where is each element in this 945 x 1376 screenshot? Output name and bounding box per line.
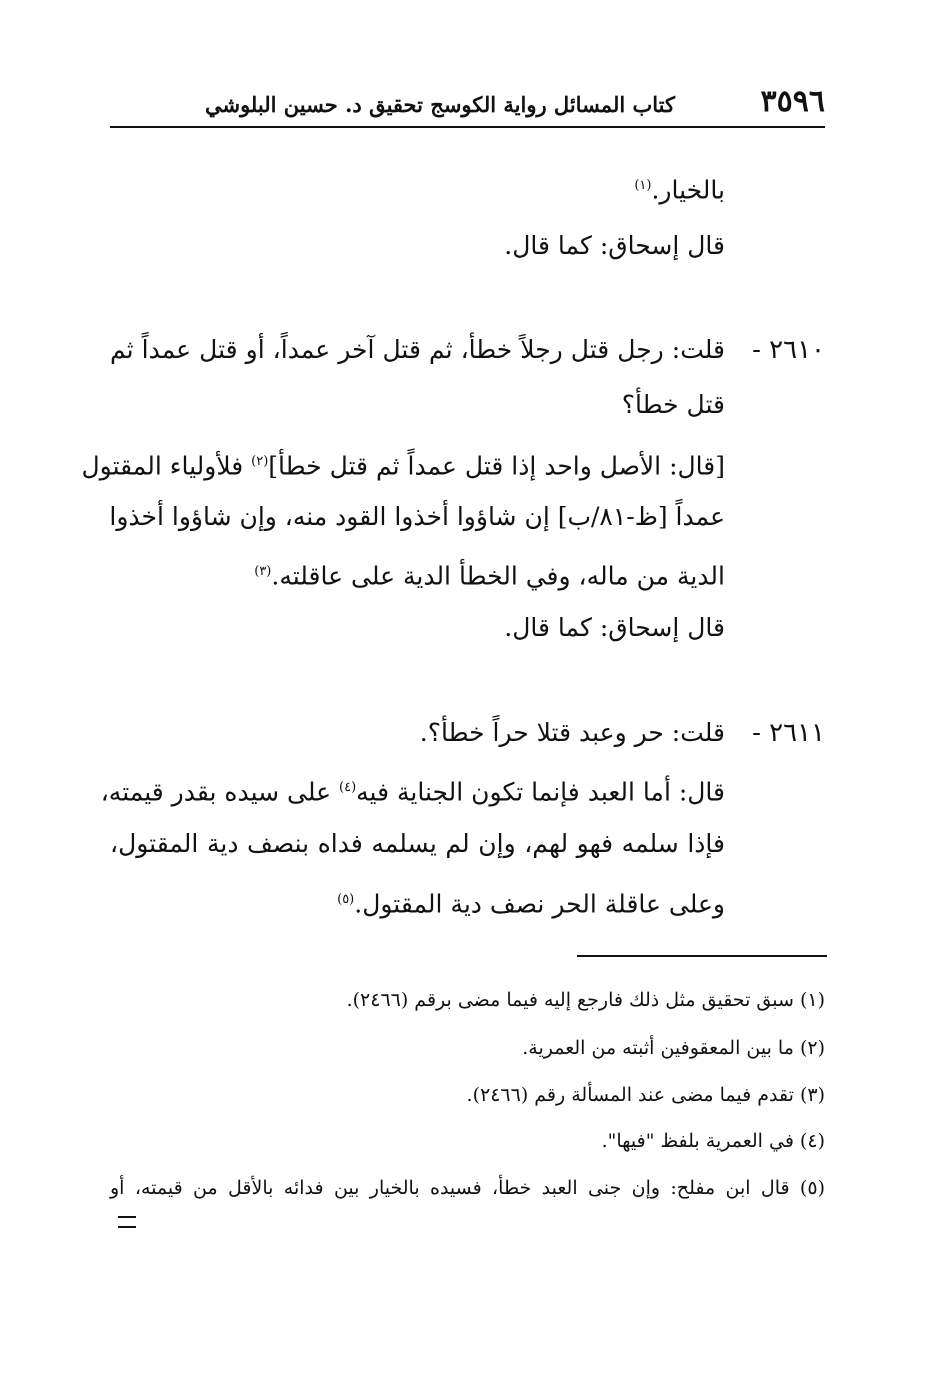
continuation-mark (118, 1216, 136, 1228)
page-header (110, 78, 825, 128)
footnote-5: (٥) قال ابن مفلح: وإن جنى العبد خطأ، فسيده بالخيار بين فدائه بالأقل من قيمته، أو (110, 1177, 825, 1199)
issue-2611-answer-line-1 (100, 768, 725, 812)
issue-2610-answer-line-2: عمداً [ظ-٨١/ب] إن شاؤوا أخذوا القود منه، وإن شاؤوا أخذوا (109, 502, 725, 531)
issue-2610-question-line-1: قلت: رجل قتل رجلاً خطأ، ثم قتل آخر عمداً، أو قتل عمداً ثم (110, 335, 725, 364)
issue-2610-question-line-2: قتل خطأ؟ (621, 390, 725, 419)
text: بالخيار. (651, 175, 725, 205)
page-number: ٣٥٩٦ (760, 84, 825, 119)
issue-2611-question-line-1: قلت: حر وعبد قتلا حراً خطأ؟. (419, 718, 725, 747)
text: قال: أما العبد فإنما تكون الجناية فيه (356, 777, 725, 807)
issue-2610-answer-line-3 (254, 552, 725, 596)
footnote-1: (١) سبق تحقيق مثل ذلك فارجع إليه فيما مضى برقم (٢٤٦٦). (346, 989, 825, 1011)
running-title: كتاب المسائل رواية الكوسج تحقيق د. حسين البلوشي (204, 92, 675, 117)
issue-2611-answer-line-3 (337, 880, 725, 924)
footnote-ref-3: (٣) (254, 564, 272, 579)
issue-2610-ishaq: قال إسحاق: كما قال. (504, 613, 725, 642)
continuation-line-1 (634, 166, 725, 210)
issue-2611-answer-line-2: فإذا سلمه فهو لهم، وإن لم يسلمه فداه بنصف دية المقتول، (110, 829, 725, 858)
footnote-ref-5: (٥) (337, 892, 355, 907)
footnote-ref-2: (٢) (251, 454, 269, 469)
footnote-ref-4: (٤) (339, 780, 357, 795)
continuation-line-2: قال إسحاق: كما قال. (504, 231, 725, 260)
text: على سيده بقدر قيمته، (100, 777, 340, 807)
issue-2610-answer-line-1 (81, 442, 725, 486)
text: فلأولياء المقتول (81, 451, 252, 481)
issue-number-2611: ٢٦١١ - (752, 718, 825, 748)
footnote-separator (577, 955, 827, 957)
footnote-4: (٤) في العمرية بلفظ "فيها". (601, 1130, 825, 1152)
text: [قال: الأصل واحد إذا قتل عمداً ثم قتل خطأ] (268, 451, 725, 481)
issue-number-2610: ٢٦١٠ - (752, 335, 825, 365)
text: الدية من ماله، وفي الخطأ الدية على عاقلته. (271, 561, 725, 591)
footnote-ref-1: (١) (634, 178, 652, 193)
footnote-2: (٢) ما بين المعقوفين أثبته من العمرية. (522, 1037, 825, 1059)
footnote-3: (٣) تقدم فيما مضى عند المسألة رقم (٢٤٦٦). (466, 1084, 825, 1106)
text: وعلى عاقلة الحر نصف دية المقتول. (354, 889, 725, 919)
